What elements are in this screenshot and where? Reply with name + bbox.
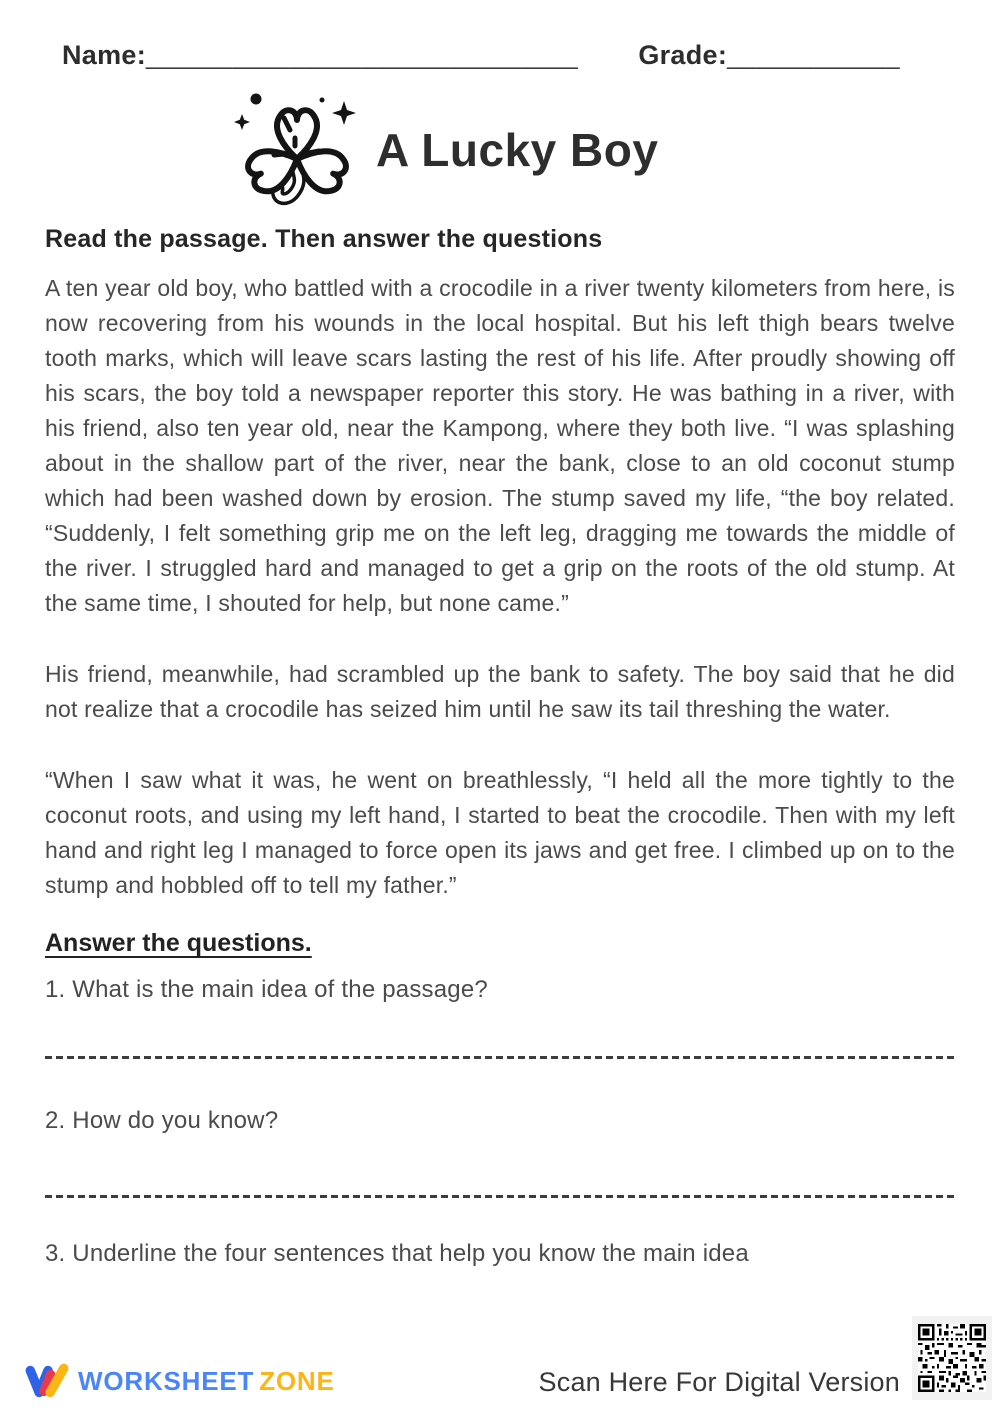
- brand-text: [78, 1366, 335, 1397]
- name-label: Name:: [62, 40, 147, 70]
- brand-worksheet: WORKSHEET: [78, 1365, 255, 1396]
- answer-section-heading: Answer the questions.: [45, 929, 312, 957]
- header: [0, 0, 1000, 71]
- grade-field: [638, 40, 900, 71]
- passage-paragraph-2: His friend, meanwhile, had scrambled up the bank to safety. The boy said that he did not realize that a crocodile has seized him until he saw its tail threshing the water.: [45, 661, 955, 722]
- passage-paragraph-3: “When I saw what it was, he went on breathlessly, “I held all the more tightly to the coconut roots, and using my left hand, I started to beat the crocodile. Then with my left hand and right leg I managed to force open its jaws and get free. I climbed up on to the stump and hobbled off to tell my father.”: [45, 767, 955, 898]
- question-3: 3. Underline the four sentences that help you know the main idea: [45, 1240, 749, 1267]
- worksheetzone-logo: [24, 1360, 335, 1402]
- reading-passage: [45, 271, 955, 903]
- grade-write-line: ____________: [727, 42, 900, 70]
- name-write-line: ______________________________: [146, 42, 579, 70]
- name-field: [62, 40, 578, 71]
- scan-here-text: Scan Here For Digital Version: [538, 1367, 900, 1397]
- instruction-heading: Read the passage. Then answer the questions: [45, 225, 603, 253]
- brand-zone: ZONE: [259, 1365, 335, 1396]
- footer: [0, 1304, 1000, 1414]
- page-title: A Lucky Boy: [376, 124, 659, 176]
- grade-label: Grade:: [638, 40, 728, 70]
- passage-paragraph-1: A ten year old boy, who battled with a crocodile in a river twenty kilometers from here, is now recovering from his wounds in the local hospital. But his left thigh bears twelve tooth marks, which will leave scars lasting the rest of his life. After proudly showing off his scars, the boy told a newspaper reporter this story. He was bathing in a river, with his friend, also ten year old, near the Kampong, where they both live. “I was splashing about in the shallow part of the river, near the bank, close to an old coconut stump which had been washed down by erosion. The stump saved my life, “the boy related. “Suddenly, I felt something grip me on the left leg, dragging me towards the middle of the river. I struggled hard and managed to get a grip on the roots of the old stump. At the same time, I shouted for help, but none came.”: [45, 275, 955, 616]
- worksheetzone-w-icon: [24, 1360, 70, 1402]
- question-2: 2. How do you know?: [45, 1107, 279, 1134]
- title-block: [232, 85, 1000, 215]
- shamrock-icon: [232, 85, 362, 215]
- qr-code: [912, 1316, 992, 1400]
- answer-line-2: [45, 1195, 955, 1198]
- answer-line-1: [45, 1056, 955, 1059]
- question-1: 1. What is the main idea of the passage?: [45, 976, 488, 1003]
- main-content: [0, 225, 1000, 1268]
